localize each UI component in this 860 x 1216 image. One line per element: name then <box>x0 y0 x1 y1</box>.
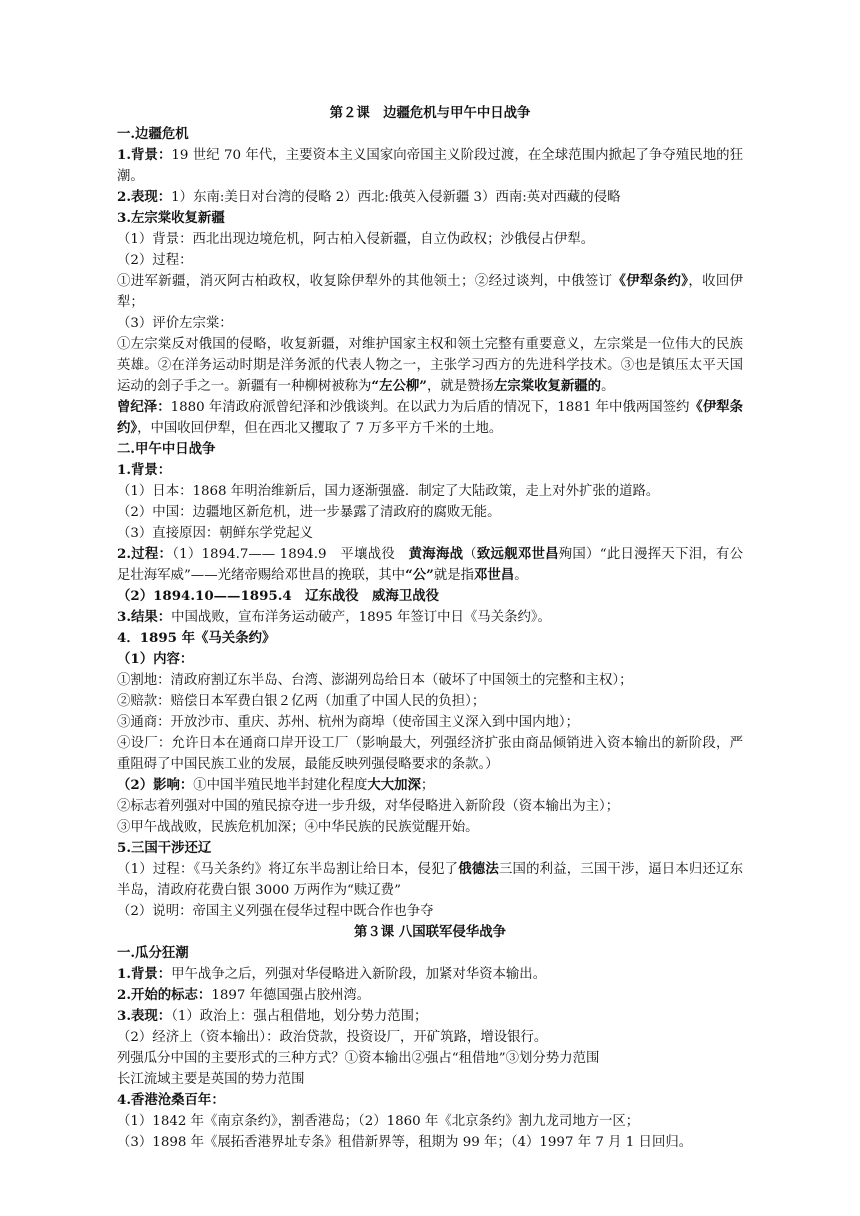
label: 1.背景： <box>117 966 172 982</box>
list-item: ③甲午战战败，民族危机加深；④中华民族的民族觉醒开始。 <box>117 820 479 835</box>
label: 3.表现： <box>117 1008 172 1024</box>
list-item: ②标志着列强对中国的殖民掠夺进一步升级，对华侵略进入新阶段（资本输出为主）； <box>117 799 620 814</box>
emphasis: 大大加深 <box>367 777 421 793</box>
list-item: （2）中国：边疆地区新危机，进一步暴露了清政府的腐败无能。 <box>117 505 501 520</box>
paragraph-impact <box>117 775 743 796</box>
list-item: （1）1842 年《南京条约》，割香港岛；（2）1860 年《北京条约》割九龙司地方一区； <box>117 1114 640 1129</box>
lesson2-title: 第２课 边疆危机与甲午中日战争 <box>329 105 531 121</box>
text: 1897 年德国强占胶州湾。 <box>211 988 371 1003</box>
label: 2.过程： <box>117 546 173 562</box>
list-item: （2）过程： <box>117 253 193 268</box>
label: 1.背景： <box>117 147 172 163</box>
text: 。 <box>514 568 528 583</box>
text: 三国的利益，三国干涉，逼日本归还辽东半岛，清政府花费白银 3000 万两作为“赎辽费” <box>117 862 744 898</box>
label: 2.表现： <box>117 189 172 205</box>
text: （ <box>463 547 477 562</box>
list-item: （2）说明：帝国主义列强在侵华过程中既合作也争夺 <box>117 904 434 919</box>
text: 1）东南:美日对台湾的侵略 2）西北:俄英入侵新疆 3）西南:英对西藏的侵略 <box>171 190 621 205</box>
text: ； <box>420 778 435 793</box>
label: （2）影响： <box>117 777 194 793</box>
subheading-triple-intervention: 5.三国干涉还辽 <box>117 840 212 856</box>
text: 中国战败，宣布洋务运动破产，1895 年签订中日《马关条约》。 <box>171 610 551 625</box>
emphasis: 左宗棠收复新疆的 <box>493 378 602 394</box>
list-item: ③通商：开放沙市、重庆、苏州、杭州为商埠（使帝国主义深入到中国内地）； <box>117 715 579 730</box>
list-item: ④设厂：允许日本在通商口岸开设工厂（影响最大，列强经济扩张由商品倾销进入资本输出的新阶段，严重阻碍了中国民族工业的发展，最能反映列强侵略要求的条款。） <box>117 736 743 772</box>
list-item: （2）经济上（资本输出）：政治贷款，投资设厂，开矿筑路，增设银行。 <box>117 1030 548 1045</box>
list-item: （1）背景：西北出现边境危机，阿古柏入侵新疆，自立伪政权；沙俄侵占伊犁。 <box>117 232 595 247</box>
emphasis: “左公柳” <box>371 378 427 394</box>
lesson3-title: 第３课 八国联军侵华战争 <box>354 924 506 940</box>
emphasis: 致远舰邓世昌 <box>476 546 559 562</box>
label: 3.结果： <box>117 609 172 625</box>
list-item: （1）日本：1868 年明治维新后，国力逐渐强盛．制定了大陆政策，走上对外扩张的道路。 <box>117 484 660 499</box>
emphasis: 黄海海战 <box>408 546 464 562</box>
list-item: 列强瓜分中国的主要形式的三种方式？①资本输出②强占“租借地”③划分势力范围 <box>117 1051 600 1066</box>
text: 殉国）“此日漫挥天下泪，有公足壮海军威”——光绪帝赐给邓世昌的挽联，其中 <box>117 547 744 583</box>
paragraph-background <box>117 964 743 985</box>
paragraph-intervention <box>117 859 743 901</box>
emphasis: 俄德法 <box>458 861 499 877</box>
treaty-name: 《伊犁条约》 <box>117 399 744 436</box>
label: （1）内容： <box>117 651 194 667</box>
text: ，就是赞扬 <box>427 379 494 394</box>
list-item: ①割地：清政府割辽东半岛、台湾、澎湖列岛给日本（破坏了中国领土的完整和主权）； <box>117 673 633 688</box>
paragraph-background <box>117 145 743 187</box>
paragraph-manifestation <box>117 1006 743 1027</box>
list-item: （3）评价左宗棠： <box>117 316 233 331</box>
list-item: （3）直接原因：朝鲜东学党起义 <box>117 526 313 541</box>
treaty-name: 《伊犁条约》 <box>612 273 689 289</box>
list-item: ②赔款：赔偿日本军费白银２亿两（加重了中国人民的负担）； <box>117 694 486 709</box>
subheading-zuo-zongtang: 3.左宗棠收复新疆 <box>117 210 225 226</box>
section-heading-sino-japanese-war: 二.甲午中日战争 <box>117 441 216 457</box>
list-item: （3）1898 年《展拓香港界址专条》租借新界等，租期为 99 年；（4）1997 年 7 月 1 日回归。 <box>117 1135 693 1150</box>
text: 就是指 <box>433 568 475 583</box>
text: ①中国半殖民地半封建化程度 <box>193 778 368 793</box>
text: （1）1894.7—— 1894.9 平壤战役 <box>172 547 409 562</box>
emphasis: “公” <box>405 567 434 583</box>
text: 19 世纪 70 年代，主要资本主义国家向帝国主义阶段过渡，在全球范围内掀起了争夺殖民地的狂潮。 <box>117 148 743 184</box>
emphasis: 邓世昌 <box>474 567 515 583</box>
paragraph-war-process <box>117 544 743 586</box>
paragraph-evaluation <box>117 334 743 397</box>
subheading-shimonoseki-treaty: 4．1895 年《马关条约》 <box>117 630 276 646</box>
paragraph-result <box>117 607 743 628</box>
paragraph-process <box>117 271 743 313</box>
paragraph-start-sign <box>117 985 743 1006</box>
text: （1）过程：《马关条约》将辽东半岛割让给日本，侵犯了 <box>117 862 459 877</box>
text: （1）政治上：强占租借地，划分势力范围； <box>171 1009 428 1024</box>
subheading-hong-kong: 4.香港沧桑百年： <box>117 1092 225 1108</box>
paragraph-zeng-jize <box>117 397 743 439</box>
section-heading-partition: 一.瓜分狂潮 <box>117 945 189 961</box>
paragraph-manifestation <box>117 187 743 208</box>
list-item: 长江流域主要是英国的势力范围 <box>117 1072 305 1087</box>
document-page <box>117 103 743 1153</box>
label: 1.背景： <box>117 462 172 478</box>
text: 1880 年清政府派曾纪泽和沙俄谈判。在以武力为后盾的情况下，1881 年中俄两国签约 <box>170 400 690 415</box>
text: ①左宗棠反对俄国的侵略，收复新疆，对维护国家主权和领土完整有重要意义，左宗棠是一位伟大的民族英雄。②在洋务运动时期是洋务派的代表人物之一，主张学习西方的先进科学技术。③也是镇压太平天国运动的刽子手之一。新疆有一种柳树被称为 <box>117 337 743 394</box>
label: 曾纪泽： <box>117 399 171 415</box>
text: 甲午战争之后，列强对华侵略进入新阶段，加紧对华资本输出。 <box>171 967 547 982</box>
text: ，中国收回伊犁，但在西北又攫取了 7 万多平方千米的土地。 <box>137 421 503 436</box>
label: 2.开始的标志： <box>117 987 212 1003</box>
section-heading-frontier-crisis: 一.边疆危机 <box>117 126 189 142</box>
text: ①进军新疆，消灭阿古柏政权，收复除伊犁外的其他领土；②经过谈判，中俄签订 <box>117 274 613 289</box>
text: ，收回伊犁； <box>117 274 743 310</box>
text: 。 <box>601 379 615 394</box>
list-item: （2）1894.10——1895.4 辽东战役 威海卫战役 <box>117 588 439 604</box>
